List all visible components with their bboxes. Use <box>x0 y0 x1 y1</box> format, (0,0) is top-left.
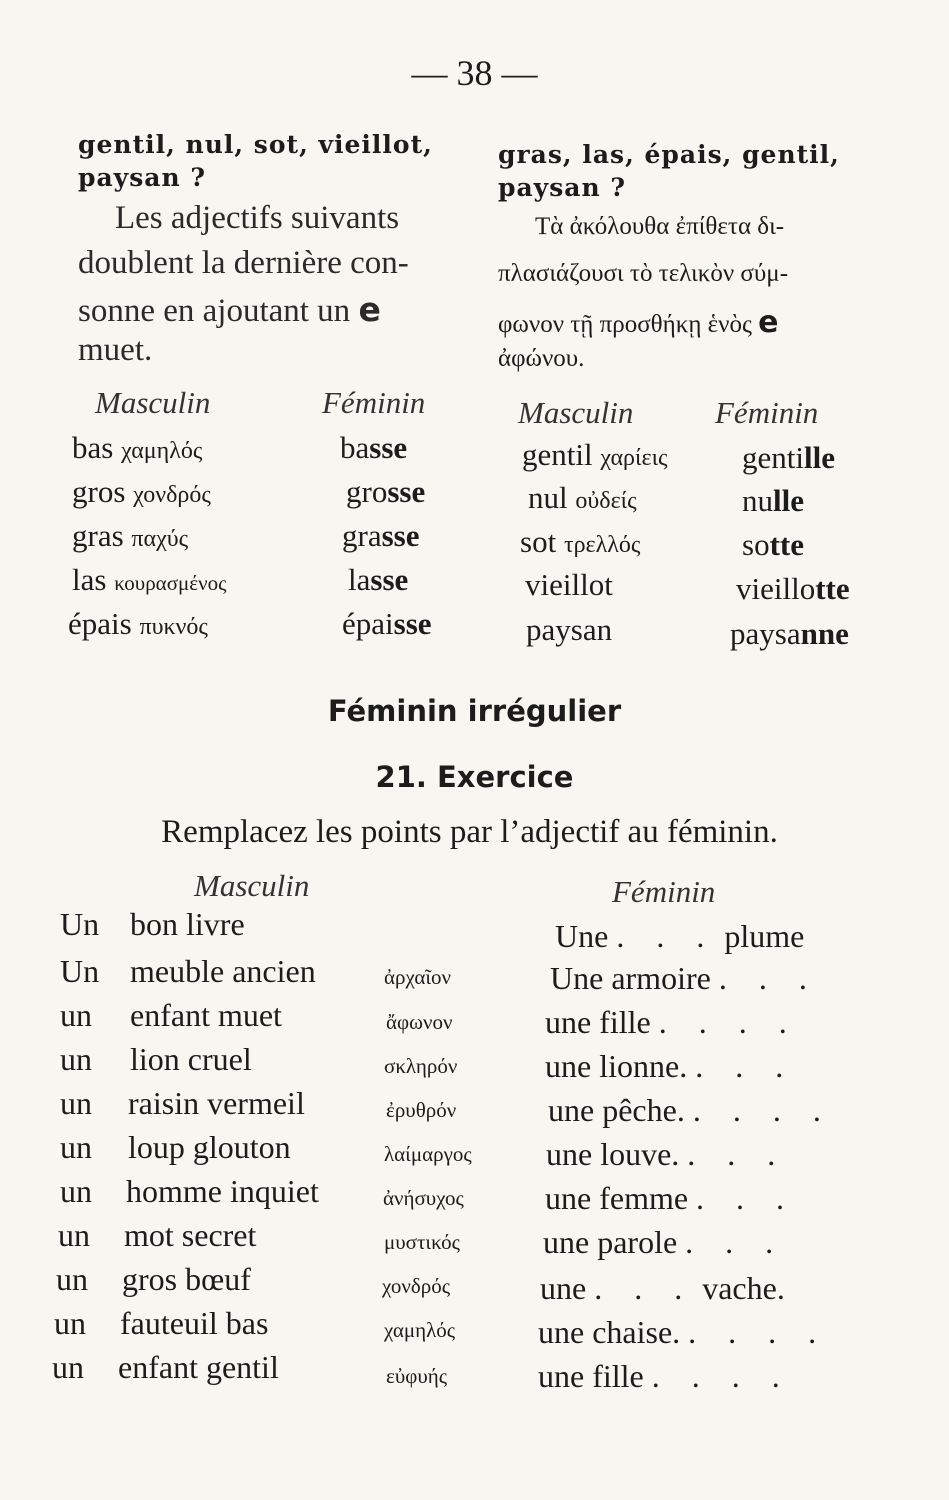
exercise-fem: une fille <box>545 1004 651 1040</box>
exercise-greek: σκληρόν <box>384 1054 458 1078</box>
exercise-fem: une chaise. <box>538 1314 681 1350</box>
right-header-masc: Masculin <box>518 395 634 430</box>
left-greek: παχύς <box>131 526 189 552</box>
exercise-masc: gros bœuf <box>122 1261 251 1297</box>
left-fem-stem: gra <box>342 518 382 553</box>
right-fem <box>742 483 804 519</box>
left-fem-end: sse <box>381 518 420 553</box>
left-greek: πυκνός <box>139 614 208 640</box>
exercise-greek: ἐρυθρόν <box>386 1098 457 1122</box>
right-fem-end: tte <box>815 571 850 606</box>
exercise-dots: . . . . <box>658 1004 799 1040</box>
left-row <box>68 606 208 642</box>
exercise-row-masc <box>60 906 245 943</box>
right-text-line: Τὰ ἀκόλουθα ἐπίθετα δι- <box>535 213 785 240</box>
exercise-row-fem <box>545 1048 795 1085</box>
right-fem-stem: nu <box>742 483 773 518</box>
left-masc: gros <box>72 474 126 509</box>
exercise-dots: . . . . <box>692 1092 833 1128</box>
left-row <box>72 430 202 466</box>
right-text-line: πλασιάζουσι τὸ τελικὸν σύμ- <box>498 260 789 287</box>
left-fem <box>346 474 425 510</box>
left-row <box>72 518 188 554</box>
exercise-row-masc <box>60 953 316 990</box>
exercise-row-masc <box>52 1349 279 1386</box>
exercise-masc: mot secret <box>124 1217 257 1253</box>
left-text-line <box>78 290 381 330</box>
exercise-row-fem <box>550 960 819 997</box>
right-masc: gentil <box>522 437 593 472</box>
left-text-span: sonne en ajoutant un <box>78 293 351 329</box>
right-fem-stem: vieillo <box>736 571 816 606</box>
exercise-row-fem <box>548 1092 833 1129</box>
exercise-dots: . . . . <box>688 1314 829 1350</box>
exercise-row-fem <box>543 1224 785 1261</box>
right-masc: sot <box>520 524 557 559</box>
exercise-masc: enfant muet <box>130 997 282 1033</box>
exercise-dots: . . . <box>616 918 717 954</box>
instruction: Remplacez les points par l’adjectif au féminin. <box>161 814 778 850</box>
exercise-fem: une parole <box>543 1224 678 1260</box>
exercise-masc: raisin vermeil <box>128 1085 305 1121</box>
left-fem-end: sse <box>369 430 408 465</box>
exercise-article: un <box>54 1305 86 1341</box>
right-fem-stem: paysa <box>730 616 801 651</box>
right-row <box>522 437 668 473</box>
exercise-fem: une louve. <box>546 1136 680 1172</box>
exercise-dots: . . . <box>687 1136 788 1172</box>
exercise-title: 21. Exercice <box>375 760 574 794</box>
left-text-line: muet. <box>78 332 153 368</box>
exercise-masc: lion cruel <box>130 1041 252 1077</box>
exercise-row-fem <box>538 1358 792 1395</box>
left-greek: χαμηλός <box>121 438 203 464</box>
exercise-dots: . . . <box>696 1180 797 1216</box>
right-row <box>525 567 613 603</box>
exercise-masc: loup glouton <box>128 1129 291 1165</box>
exercise-article: un <box>60 997 92 1033</box>
left-masc: épais <box>68 606 132 641</box>
right-fem-end: lle <box>773 483 804 518</box>
left-masc: bas <box>72 430 114 465</box>
exercise-article: un <box>56 1261 88 1297</box>
left-row <box>72 562 226 598</box>
left-fem <box>348 562 408 598</box>
left-fem-end: sse <box>370 562 409 597</box>
left-fem-end: sse <box>387 474 426 509</box>
right-greek: τρελλός <box>563 532 641 558</box>
right-masc: paysan <box>526 612 613 647</box>
exercise-article: un <box>58 1217 90 1253</box>
exercise-article: Un <box>60 953 100 989</box>
left-question-line2: paysan ? <box>78 163 207 192</box>
right-fem <box>736 571 850 607</box>
left-text-line: doublent la dernière con- <box>78 245 409 281</box>
left-header-fem: Féminin <box>322 385 426 420</box>
exercise-tail: plume <box>724 918 805 954</box>
right-fem-end: lle <box>804 440 835 475</box>
exercise-fem: une lionne. <box>545 1048 688 1084</box>
exercise-row-fem <box>545 1180 796 1217</box>
exercise-greek: λαίμαργος <box>384 1142 472 1166</box>
exercise-article: un <box>60 1085 92 1121</box>
exercise-article: un <box>60 1041 92 1077</box>
left-masc: gras <box>72 518 124 553</box>
right-fem <box>742 527 804 563</box>
right-row <box>520 524 640 560</box>
exercise-dots: . . . <box>594 1270 695 1306</box>
exercise-fem: une <box>540 1270 587 1306</box>
right-question-line1: gras, las, épais, gentil, <box>498 140 840 169</box>
exercise-row-fem <box>540 1270 785 1307</box>
exercise-greek: ἀνήσυχος <box>383 1186 464 1210</box>
exercise-row-fem <box>546 1136 787 1173</box>
right-text-line: ἀφώνου. <box>498 345 585 372</box>
exercise-row-masc <box>60 997 282 1034</box>
left-row <box>72 474 211 510</box>
left-header-masc: Masculin <box>95 385 211 420</box>
exercise-header-masc: Masculin <box>194 868 310 903</box>
left-fem-stem: épai <box>342 606 394 641</box>
exercise-row-fem <box>545 1004 799 1041</box>
right-row <box>526 612 612 648</box>
exercise-tail: vache. <box>702 1270 785 1306</box>
exercise-header-fem: Féminin <box>612 874 716 909</box>
right-text-line <box>498 305 778 340</box>
left-fem <box>342 518 419 554</box>
exercise-greek: ἀρχαῖον <box>384 965 451 989</box>
right-fem-stem: genti <box>742 440 804 475</box>
right-header-fem: Féminin <box>715 395 819 430</box>
right-fem-end: tte <box>769 527 804 562</box>
right-masc: vieillot <box>525 567 613 602</box>
right-bold-e: e <box>758 305 779 340</box>
right-fem <box>742 440 835 476</box>
exercise-fem: une fille <box>538 1358 644 1394</box>
exercise-row-masc <box>54 1305 268 1342</box>
exercise-masc: bon livre <box>130 906 245 942</box>
exercise-masc: meuble ancien <box>130 953 316 989</box>
left-fem <box>340 430 407 466</box>
right-masc: nul <box>528 480 568 515</box>
left-masc: las <box>72 562 107 597</box>
exercise-fem: une femme <box>545 1180 689 1216</box>
left-fem <box>342 606 432 642</box>
right-row <box>528 480 637 516</box>
left-greek: κουρασμένος <box>114 571 227 595</box>
right-greek: οὐδείς <box>575 488 637 514</box>
left-question-line1: gentil, nul, sot, vieillot, <box>78 130 433 159</box>
section-title: Féminin irrégulier <box>327 694 622 728</box>
exercise-article: un <box>52 1349 84 1385</box>
exercise-article: un <box>60 1129 92 1165</box>
exercise-row-fem <box>538 1314 828 1351</box>
exercise-fem: Une armoire <box>550 960 711 996</box>
right-fem-end: nne <box>800 616 849 651</box>
left-fem-stem: gro <box>346 474 388 509</box>
exercise-row-masc <box>56 1261 251 1298</box>
right-question-line2: paysan ? <box>498 173 627 202</box>
exercise-greek: χονδρός <box>382 1274 451 1298</box>
exercise-dots: . . . <box>718 960 819 996</box>
left-fem-stem: ba <box>340 430 370 465</box>
exercise-masc: homme inquiet <box>126 1173 319 1209</box>
exercise-dots: . . . <box>685 1224 786 1260</box>
exercise-row-masc <box>60 1173 319 1210</box>
right-greek: χαρίεις <box>600 445 668 471</box>
exercise-row-fem <box>555 918 804 955</box>
exercise-row-masc <box>60 1085 305 1122</box>
page-number: — 38 — <box>411 53 538 93</box>
exercise-row-masc <box>60 1129 291 1166</box>
right-text-span: φωνον τῇ προσθήκῃ ἑνὸς <box>498 311 752 338</box>
left-fem-stem: la <box>348 562 371 597</box>
left-fem-end: sse <box>393 606 432 641</box>
exercise-masc: enfant gentil <box>118 1349 279 1385</box>
exercise-fem: une pêche. <box>548 1092 685 1128</box>
exercise-article: Un <box>60 906 100 942</box>
exercise-masc: fauteuil bas <box>120 1305 269 1341</box>
exercise-greek: μυστικός <box>384 1230 461 1254</box>
exercise-dots: . . . <box>695 1048 796 1084</box>
exercise-greek: εὐφυής <box>386 1364 448 1388</box>
left-greek: χονδρός <box>133 482 211 508</box>
left-text-line: Les adjectifs suivants <box>115 200 400 236</box>
exercise-greek: ἄφωνον <box>386 1010 453 1034</box>
exercise-dots: . . . . <box>651 1358 792 1394</box>
exercise-article: un <box>60 1173 92 1209</box>
right-fem-stem: so <box>742 527 770 562</box>
right-fem <box>730 616 849 652</box>
exercise-greek: χαμηλός <box>384 1318 456 1342</box>
exercise-fem: Une <box>555 918 609 954</box>
left-bold-e: e <box>358 290 381 329</box>
exercise-row-masc <box>60 1041 252 1078</box>
exercise-row-masc <box>58 1217 256 1254</box>
